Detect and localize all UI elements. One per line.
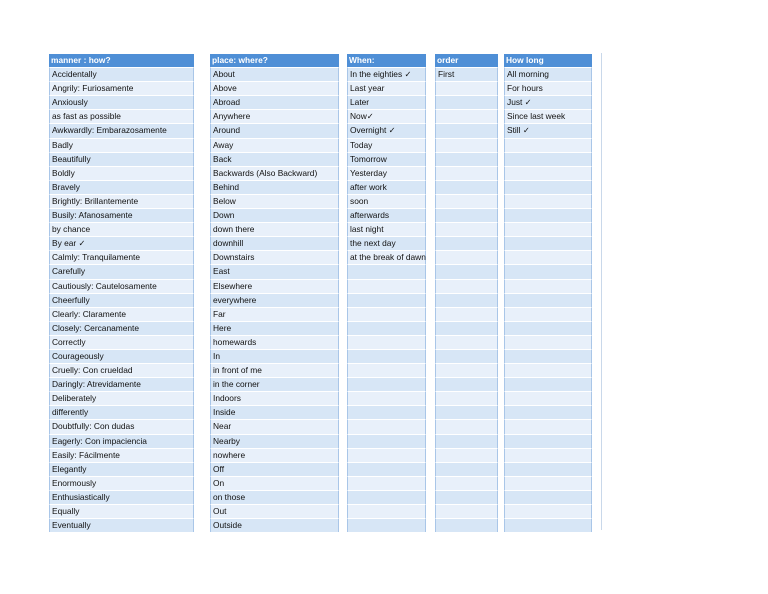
table-cell <box>435 434 498 448</box>
table-cell <box>347 293 426 307</box>
table-cell: down there <box>210 222 339 236</box>
table-cell <box>504 462 592 476</box>
table-cell: Far <box>210 307 339 321</box>
table-cell: nowhere <box>210 448 339 462</box>
table-cell: Later <box>347 95 426 109</box>
table-cell: Tomorrow <box>347 152 426 166</box>
table-cell <box>435 377 498 391</box>
table-cell: Cautiously: Cautelosamente <box>49 279 194 293</box>
table-cell: Brightly: Brillantemente <box>49 194 194 208</box>
table-cell <box>435 504 498 518</box>
table-cell <box>347 321 426 335</box>
table-cell: Doubtfully: Con dudas <box>49 419 194 433</box>
table-cell <box>504 208 592 222</box>
table-cell <box>504 293 592 307</box>
table-cell <box>504 377 592 391</box>
table-cell <box>347 264 426 278</box>
table-cell: at the break of dawn <box>347 250 426 264</box>
table-cell <box>435 81 498 95</box>
table-cell <box>504 250 592 264</box>
table-cell: Away <box>210 138 339 152</box>
table-cell <box>504 518 592 532</box>
table-cell <box>435 109 498 123</box>
table-cell <box>435 180 498 194</box>
table-cell <box>435 293 498 307</box>
page-divider-line <box>601 53 602 530</box>
table-cell <box>504 236 592 250</box>
table-cell <box>435 307 498 321</box>
table-cell <box>347 279 426 293</box>
table-cell: Here <box>210 321 339 335</box>
table-cell: Last year <box>347 81 426 95</box>
table-cell: Anxiously <box>49 95 194 109</box>
table-cell: Badly <box>49 138 194 152</box>
table-cell <box>435 236 498 250</box>
table-cell: Eagerly: Con impaciencia <box>49 434 194 448</box>
table-cell: Off <box>210 462 339 476</box>
table-cell <box>347 448 426 462</box>
table-cell <box>347 377 426 391</box>
table-cell: Accidentally <box>49 67 194 81</box>
table-cell <box>435 138 498 152</box>
table-cell: Closely: Cercanamente <box>49 321 194 335</box>
table-cell <box>504 307 592 321</box>
table-cell: homewards <box>210 335 339 349</box>
table-cell <box>504 391 592 405</box>
table-cell: Eventually <box>49 518 194 532</box>
table-cell: Elsewhere <box>210 279 339 293</box>
column-header-how-long: How long <box>504 53 592 67</box>
table-cell: downhill <box>210 236 339 250</box>
table-cell <box>504 152 592 166</box>
table-cell: after work <box>347 180 426 194</box>
table-cell: differently <box>49 405 194 419</box>
table-cell <box>435 250 498 264</box>
table-cell <box>347 419 426 433</box>
table-cell: East <box>210 264 339 278</box>
table-cell <box>504 349 592 363</box>
table-cell <box>347 307 426 321</box>
table-cell <box>435 321 498 335</box>
table-cell: Below <box>210 194 339 208</box>
table-cell <box>504 264 592 278</box>
table-cell <box>435 490 498 504</box>
table-cell <box>435 208 498 222</box>
table-cell <box>435 166 498 180</box>
table-cell <box>435 448 498 462</box>
table-cell: Cheerfully <box>49 293 194 307</box>
table-cell <box>435 152 498 166</box>
table-cell: Elegantly <box>49 462 194 476</box>
table-cell <box>504 279 592 293</box>
table-cell: Indoors <box>210 391 339 405</box>
table-cell <box>435 95 498 109</box>
table-cell: as fast as possible <box>49 109 194 123</box>
table-cell: Enthusiastically <box>49 490 194 504</box>
table-cell: On <box>210 476 339 490</box>
column-manner <box>49 53 194 532</box>
table-cell: Angrily: Furiosamente <box>49 81 194 95</box>
table-cell: on those <box>210 490 339 504</box>
table-cell <box>435 363 498 377</box>
table-cell <box>435 264 498 278</box>
table-cell: last night <box>347 222 426 236</box>
table-cell <box>347 518 426 532</box>
table-cell <box>504 222 592 236</box>
table-cell: In the eighties ✓ <box>347 67 426 81</box>
table-cell: in the corner <box>210 377 339 391</box>
table-cell: Outside <box>210 518 339 532</box>
table-cell <box>347 363 426 377</box>
table-cell <box>347 405 426 419</box>
column-header-order: order <box>435 53 498 67</box>
table-cell: Around <box>210 123 339 137</box>
table-cell <box>435 194 498 208</box>
table-cell <box>504 504 592 518</box>
table-cell: Downstairs <box>210 250 339 264</box>
column-header-place: place: where? <box>210 53 339 67</box>
table-cell <box>504 405 592 419</box>
column-place <box>210 53 339 532</box>
column-header-when: When: <box>347 53 426 67</box>
table-cell: Backwards (Also Backward) <box>210 166 339 180</box>
table-cell: Calmly: Tranquilamente <box>49 250 194 264</box>
table-cell <box>504 490 592 504</box>
table-cell <box>435 419 498 433</box>
column-how-long <box>504 53 592 532</box>
table-cell <box>504 194 592 208</box>
table-cell <box>504 138 592 152</box>
table-cell <box>435 405 498 419</box>
table-cell <box>504 180 592 194</box>
table-cell <box>347 349 426 363</box>
table-cell: Behind <box>210 180 339 194</box>
column-when <box>347 53 426 532</box>
table-cell <box>504 166 592 180</box>
table-cell <box>504 448 592 462</box>
table-cell: Deliberately <box>49 391 194 405</box>
table-cell <box>347 391 426 405</box>
table-cell <box>504 434 592 448</box>
table-cell: Abroad <box>210 95 339 109</box>
table-cell: Since last week <box>504 109 592 123</box>
table-cell: Yesterday <box>347 166 426 180</box>
table-cell: Boldly <box>49 166 194 180</box>
table-cell: Anywhere <box>210 109 339 123</box>
table-cell: Inside <box>210 405 339 419</box>
table-cell: Out <box>210 504 339 518</box>
table-cell <box>504 321 592 335</box>
table-cell: Now✓ <box>347 109 426 123</box>
table-cell <box>435 518 498 532</box>
table-cell: For hours <box>504 81 592 95</box>
table-cell: everywhere <box>210 293 339 307</box>
table-cell: Bravely <box>49 180 194 194</box>
table-cell <box>504 419 592 433</box>
table-cell: Cruelly: Con crueldad <box>49 363 194 377</box>
table-cell: soon <box>347 194 426 208</box>
table-cell <box>435 476 498 490</box>
table-cell <box>435 349 498 363</box>
table-cell: in front of me <box>210 363 339 377</box>
table-cell <box>347 335 426 349</box>
table-cell: Carefully <box>49 264 194 278</box>
table-cell: Nearby <box>210 434 339 448</box>
table-cell <box>435 123 498 137</box>
table-cell <box>347 490 426 504</box>
table-cell: Busily: Afanosamente <box>49 208 194 222</box>
column-order <box>435 53 498 532</box>
table-cell <box>504 363 592 377</box>
table-cell: Today <box>347 138 426 152</box>
table-cell <box>347 504 426 518</box>
table-cell: About <box>210 67 339 81</box>
table-cell: In <box>210 349 339 363</box>
table-cell: Clearly: Claramente <box>49 307 194 321</box>
table-cell: Courageously <box>49 349 194 363</box>
table-cell: Overnight ✓ <box>347 123 426 137</box>
table-cell: afterwards <box>347 208 426 222</box>
table-cell <box>435 279 498 293</box>
table-cell: Above <box>210 81 339 95</box>
table-cell <box>347 476 426 490</box>
table-cell: By ear ✓ <box>49 236 194 250</box>
table-cell <box>435 462 498 476</box>
table-cell: Correctly <box>49 335 194 349</box>
table-cell <box>347 462 426 476</box>
table-cell: Still ✓ <box>504 123 592 137</box>
table-cell <box>435 222 498 236</box>
table-cell: Daringly: Atrevidamente <box>49 377 194 391</box>
table-cell: by chance <box>49 222 194 236</box>
table-cell <box>504 476 592 490</box>
table-cell: Equally <box>49 504 194 518</box>
column-header-manner: manner : how? <box>49 53 194 67</box>
table-cell: Easily: Fácilmente <box>49 448 194 462</box>
table-cell: Beautifully <box>49 152 194 166</box>
table-cell: Down <box>210 208 339 222</box>
table-cell: Just ✓ <box>504 95 592 109</box>
table-cell <box>435 391 498 405</box>
table-cell: Enormously <box>49 476 194 490</box>
table-cell: Awkwardly: Embarazosamente <box>49 123 194 137</box>
table-cell <box>504 335 592 349</box>
table-cell: Near <box>210 419 339 433</box>
table-cell: All morning <box>504 67 592 81</box>
table-cell <box>347 434 426 448</box>
table-cell: the next day <box>347 236 426 250</box>
table-cell: First <box>435 67 498 81</box>
table-cell <box>435 335 498 349</box>
table-cell: Back <box>210 152 339 166</box>
